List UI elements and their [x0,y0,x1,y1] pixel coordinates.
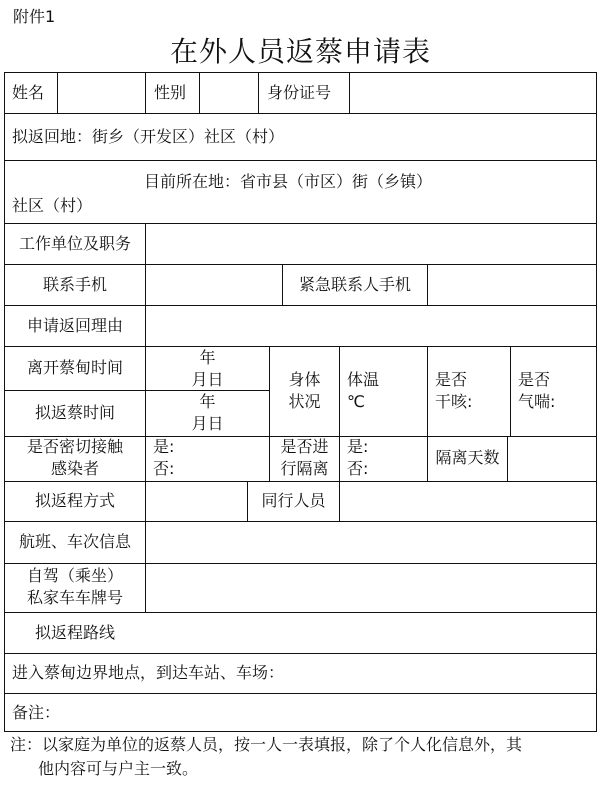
return-year: 年 [199,392,216,411]
form-title: 在外人员返蔡申请表 [169,35,431,68]
leave-month-day: 月日 [191,370,224,389]
hline [4,693,597,694]
temperature-unit: ℃ [347,392,365,411]
isolation-yes[interactable]: 是: [347,437,369,456]
close-contact-no[interactable]: 否: [153,459,175,478]
name-label: 姓名 [12,83,45,102]
gender-label: 性别 [154,83,187,102]
entry-point-label: 进入蔡甸边界地点，到达车站、车场： [12,663,285,682]
remark-label: 备注： [12,703,61,722]
vline [145,72,146,113]
return-time-label: 拟返蔡时间 [34,403,115,422]
close-contact-label-1: 是否密切接触 [26,437,123,456]
car-plate-field[interactable] [146,564,596,612]
vline [596,72,597,732]
isolation-days-field[interactable] [508,437,596,481]
flight-info-field[interactable] [146,522,596,563]
footnote [10,733,585,781]
travel-mode-label: 拟返程方式 [34,491,115,510]
reason-label: 申请返回理由 [26,316,123,335]
travel-mode-field[interactable] [146,482,247,521]
close-contact-label-2: 感染者 [50,459,99,478]
hline [4,346,597,347]
return-month-day: 月日 [191,414,224,433]
leave-time-label: 离开蔡甸时间 [26,358,123,377]
route-field[interactable] [146,613,596,653]
current-address-label: 目前所在地：省市县（市区）街（乡镇） [144,172,433,191]
mobile-label: 联系手机 [42,275,107,294]
health-label-1: 身体 [288,370,321,389]
return-address-label: 拟返回地：街乡（开发区）社区（村） [12,127,285,146]
close-contact-yes[interactable]: 是: [153,437,175,456]
hline [4,653,597,654]
companion-label: 同行人员 [261,491,326,510]
vline [510,346,511,436]
companion-field[interactable] [340,482,596,521]
work-unit-field[interactable] [146,224,596,264]
gender-field[interactable] [200,73,258,113]
hline [4,113,597,114]
cough-label-2: 干咳: [435,392,473,411]
emergency-mobile-field[interactable] [428,265,596,305]
vline [258,72,259,113]
footnote-line-2: 他内容可与户主一致。 [38,759,199,778]
flight-info-label: 航班、车次信息 [18,532,131,551]
asthma-label-1: 是否 [518,370,551,389]
leave-year: 年 [199,348,216,367]
emergency-mobile-label: 紧急联系人手机 [298,275,411,294]
attachment-label: 附件1 [13,7,56,26]
name-field[interactable] [58,73,145,113]
reason-field[interactable] [146,306,596,346]
route-label: 拟返程路线 [34,623,115,642]
current-address-community: 社区（村） [12,196,93,215]
car-label-1: 自驾（乘坐） [26,566,123,585]
footnote-line-1: 注：以家庭为单位的返蔡人员，按一人一表填报，除了个人化信息外，其 [10,735,523,754]
work-unit-label: 工作单位及职务 [18,234,131,253]
vline [339,346,340,481]
isolation-no[interactable]: 否: [347,459,369,478]
car-label-2: 私家车车牌号 [26,588,123,607]
mobile-field[interactable] [146,265,282,305]
asthma-label-2: 气喘: [518,392,556,411]
isolation-days-label: 隔离天数 [435,448,500,467]
cough-label-1: 是否 [435,370,468,389]
temperature-label-1: 体温 [347,370,380,389]
isolation-label-1: 是否进 [280,437,329,456]
isolation-label-2: 行隔离 [280,459,329,478]
hline [4,731,597,732]
id-number-label: 身份证号 [267,83,332,102]
hline [4,160,597,161]
id-number-field[interactable] [350,73,596,113]
health-label-2: 状况 [288,392,321,411]
